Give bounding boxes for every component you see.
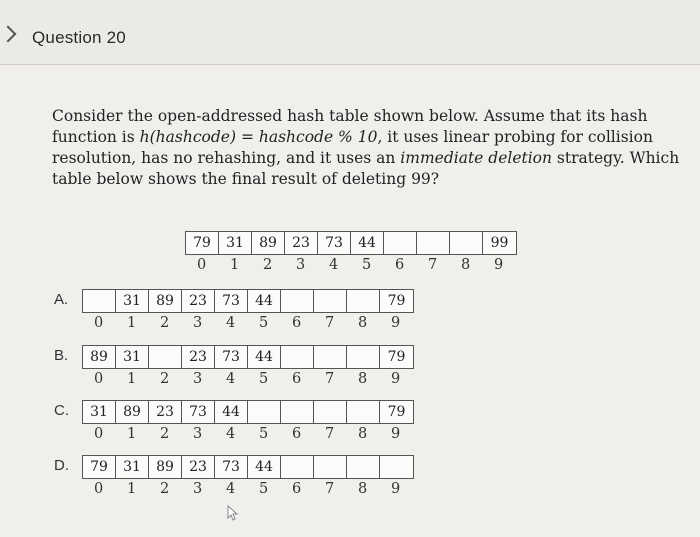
options.3-cell: 23 xyxy=(182,456,215,478)
slot-index: 3 xyxy=(193,426,203,442)
options.3-cell: 73 xyxy=(215,456,248,478)
options.1-cell: 89 xyxy=(83,346,116,368)
slot-index: 0 xyxy=(94,371,104,387)
options.0-cell: 89 xyxy=(149,290,182,312)
option-hash-table[interactable] xyxy=(82,345,414,369)
slot-index: 6 xyxy=(292,315,302,331)
original-cell: 73 xyxy=(318,232,351,254)
slot-index: 3 xyxy=(193,481,203,497)
slot-index: 3 xyxy=(193,371,203,387)
slot-index: 6 xyxy=(292,426,302,442)
options.2-cell xyxy=(314,401,347,423)
options.2-cell: 73 xyxy=(182,401,215,423)
slot-index: 7 xyxy=(325,315,335,331)
slot-index: 5 xyxy=(259,426,269,442)
option-label[interactable]: B. xyxy=(54,347,69,364)
question-text xyxy=(52,106,692,190)
options.3-cell xyxy=(281,456,314,478)
options.2-cell: 44 xyxy=(215,401,248,423)
slot-index: 1 xyxy=(230,257,240,273)
options.0-cell xyxy=(281,290,314,312)
question-text-part: strategy. Which table below shows the final result of deleting 99? xyxy=(52,149,680,188)
slot-index: 4 xyxy=(226,481,236,497)
slot-index: 4 xyxy=(226,315,236,331)
options.3-cell xyxy=(380,456,413,478)
slot-index: 9 xyxy=(391,481,401,497)
slot-index: 6 xyxy=(292,371,302,387)
option-hash-table[interactable] xyxy=(82,400,414,424)
options.1-cell xyxy=(314,346,347,368)
original-cell: 89 xyxy=(252,232,285,254)
slot-index: 1 xyxy=(127,426,137,442)
question-text-part: h(hashcode) xyxy=(139,128,237,146)
options.0-cell: 79 xyxy=(387,293,406,309)
slot-index: 4 xyxy=(226,371,236,387)
options.2-cell xyxy=(281,401,314,423)
options.3-cell: 79 xyxy=(83,456,116,478)
slot-index: 0 xyxy=(94,481,104,497)
slot-index: 7 xyxy=(325,371,335,387)
slot-index: 3 xyxy=(296,257,306,273)
options.1-cell: 73 xyxy=(215,346,248,368)
options.0-cell xyxy=(347,290,380,312)
option-label[interactable]: D. xyxy=(54,457,69,474)
slot-index: 1 xyxy=(127,371,137,387)
slot-index: 2 xyxy=(263,257,273,273)
original-hash-table xyxy=(185,231,517,255)
options.0-cell xyxy=(314,290,347,312)
question-text-part: hashcode % 10 xyxy=(258,128,378,146)
options.1-cell: 23 xyxy=(182,346,215,368)
slot-index: 8 xyxy=(358,315,368,331)
original-cell xyxy=(384,232,417,254)
question-text-part: immediate deletion xyxy=(400,149,552,167)
slot-index: 2 xyxy=(160,426,170,442)
question-text-part: Consider the open-addressed hash table shown below. Assume that its hash function is xyxy=(52,107,648,146)
options.2-cell xyxy=(248,401,281,423)
slot-index: 2 xyxy=(160,481,170,497)
slot-index: 5 xyxy=(259,371,269,387)
options.2-cell: 79 xyxy=(387,404,406,420)
chevron-right-icon[interactable] xyxy=(0,26,16,43)
slot-index: 4 xyxy=(226,426,236,442)
slot-index: 9 xyxy=(391,426,401,442)
option-hash-table[interactable] xyxy=(82,289,414,313)
options.2-cell: 89 xyxy=(116,401,149,423)
slot-index: 4 xyxy=(329,257,339,273)
question-text-part: , it uses linear probing for collision resolution, has no rehashing, and it uses an xyxy=(52,128,653,167)
question-text-part: = xyxy=(236,128,259,146)
options.2-cell: 23 xyxy=(149,401,182,423)
original-cell xyxy=(417,232,450,254)
slot-index: 9 xyxy=(494,257,504,273)
options.3-cell: 89 xyxy=(149,456,182,478)
slot-index: 9 xyxy=(391,371,401,387)
slot-index: 0 xyxy=(197,257,207,273)
options.1-cell: 79 xyxy=(387,349,406,365)
slot-index: 0 xyxy=(94,315,104,331)
slot-index: 1 xyxy=(127,315,137,331)
slot-index: 7 xyxy=(325,481,335,497)
options.0-cell: 73 xyxy=(215,290,248,312)
original-cell xyxy=(450,232,483,254)
original-cell: 23 xyxy=(285,232,318,254)
options.2-cell: 31 xyxy=(83,401,116,423)
options.1-cell xyxy=(149,346,182,368)
original-cell: 31 xyxy=(219,232,252,254)
options.3-cell: 44 xyxy=(248,456,281,478)
options.1-cell: 44 xyxy=(248,346,281,368)
slot-index: 8 xyxy=(358,481,368,497)
slot-index: 2 xyxy=(160,315,170,331)
options.0-cell: 44 xyxy=(248,290,281,312)
options.1-cell xyxy=(347,346,380,368)
options.2-cell xyxy=(347,401,380,423)
original-cell: 44 xyxy=(351,232,384,254)
options.0-cell xyxy=(83,290,116,312)
slot-index: 3 xyxy=(193,315,203,331)
options.3-cell xyxy=(314,456,347,478)
slot-index: 8 xyxy=(461,257,471,273)
options.3-cell xyxy=(347,456,380,478)
slot-index: 5 xyxy=(362,257,372,273)
option-label[interactable]: A. xyxy=(54,291,69,308)
slot-index: 2 xyxy=(160,371,170,387)
option-label[interactable]: C. xyxy=(54,402,69,419)
slot-index: 9 xyxy=(391,315,401,331)
slot-index: 0 xyxy=(94,426,104,442)
slot-index: 8 xyxy=(358,426,368,442)
original-cell: 79 xyxy=(186,232,219,254)
options.1-cell xyxy=(281,346,314,368)
slot-index: 5 xyxy=(259,315,269,331)
slot-index: 6 xyxy=(292,481,302,497)
slot-index: 6 xyxy=(395,257,405,273)
options.0-cell: 31 xyxy=(116,290,149,312)
slot-index: 8 xyxy=(358,371,368,387)
option-hash-table[interactable] xyxy=(82,455,414,479)
options.1-cell: 31 xyxy=(116,346,149,368)
original-cell: 99 xyxy=(490,235,509,251)
options.0-cell: 23 xyxy=(182,290,215,312)
slot-index: 5 xyxy=(259,481,269,497)
slot-index: 7 xyxy=(325,426,335,442)
question-header xyxy=(0,0,700,65)
options.3-cell: 31 xyxy=(116,456,149,478)
slot-index: 1 xyxy=(127,481,137,497)
question-title: Question 20 xyxy=(32,28,126,47)
slot-index: 7 xyxy=(428,257,438,273)
